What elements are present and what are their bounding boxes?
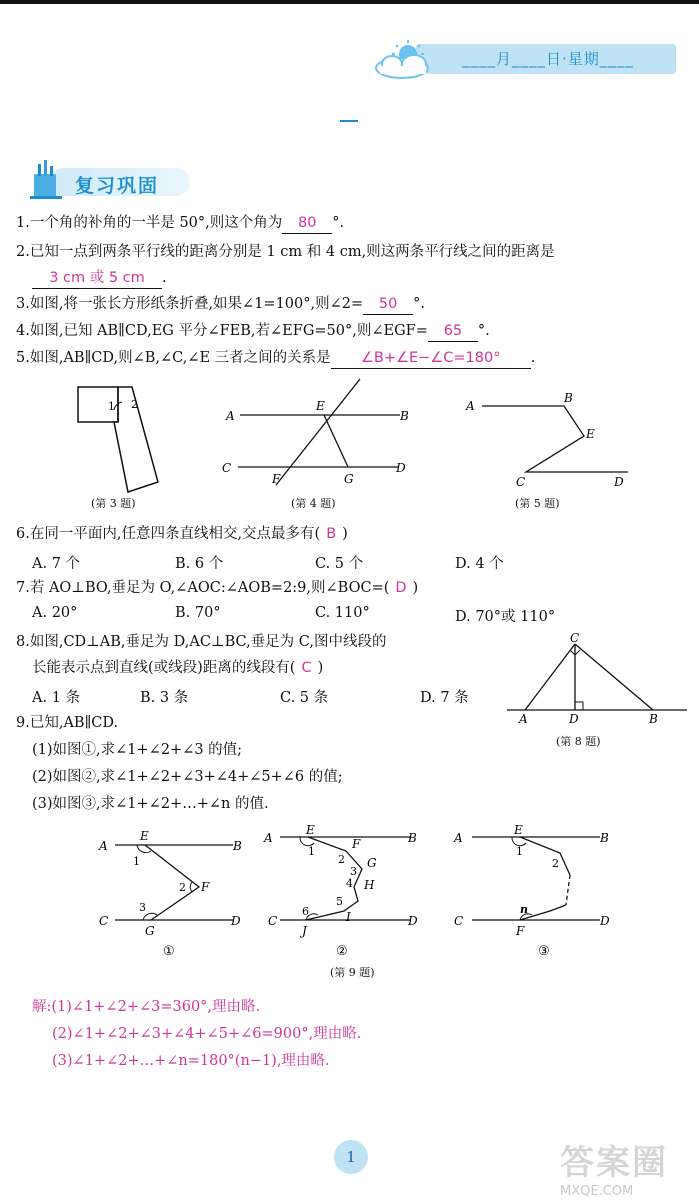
- fig9a-label-3: 3: [139, 901, 146, 914]
- fig8-label-B: B: [649, 712, 658, 725]
- solution-3: (3)∠1+∠2+…+∠n=180°(n−1),理由略.: [52, 1053, 330, 1069]
- fig9a-label-1: 1: [133, 855, 140, 868]
- question-9-sub3: (3)如图③,求∠1+∠2+…+∠n 的值.: [32, 796, 269, 812]
- question-4: 4.如图,已知 AB∥CD,EG 平分∠FEB,若∠EFG=50°,则∠EGF= 65 °.: [16, 321, 490, 342]
- q8-option-d: D. 7 条: [420, 690, 469, 706]
- fig9c-label-F: F: [516, 924, 525, 938]
- fig9c-label-C: C: [454, 914, 464, 928]
- figure-5: [460, 390, 640, 490]
- question-1: 1.一个角的补角的一半是 50°,则这个角为 80 °.: [16, 213, 344, 234]
- fig9a-label-A: A: [99, 839, 108, 853]
- fig9b-label-5: 5: [336, 895, 343, 908]
- figure-3: [70, 380, 170, 500]
- question-6: 6.在同一平面内,任意四条直线相交,交点最多有( B ): [16, 526, 348, 542]
- answer-4: 65: [428, 321, 478, 342]
- caption-fig5: (第 5 题): [515, 497, 560, 510]
- solution-2: (2)∠1+∠2+∠3+∠4+∠5+∠6=900°,理由略.: [52, 1026, 362, 1042]
- fig9b-label-3: 3: [350, 865, 357, 878]
- fig4-label-A: A: [226, 409, 235, 423]
- caption-fig4: (第 4 题): [291, 497, 336, 510]
- fig8-label-D: D: [569, 712, 579, 725]
- fig9b-label-C: C: [268, 914, 278, 928]
- answer-8: C: [301, 660, 312, 676]
- fig4-label-E: E: [316, 399, 325, 413]
- date-label: ____月____日·星期____: [462, 50, 634, 68]
- q6-option-d: D. 4 个: [455, 556, 504, 572]
- pencil-cup-icon: [20, 160, 70, 202]
- solution-1: 解:(1)∠1+∠2+∠3=360°,理由略.: [32, 999, 261, 1015]
- fig9b-label-1: 1: [308, 845, 315, 858]
- q7-option-a: A. 20°: [32, 605, 78, 621]
- fig9b-label-6: 6: [302, 905, 309, 918]
- fig9c-label-B: B: [600, 831, 609, 845]
- question-9-sub1: (1)如图①,求∠1+∠2+∠3 的值;: [32, 742, 243, 758]
- title-dash: [340, 120, 358, 122]
- fig9b-label-E: E: [306, 825, 315, 837]
- fig9c-label-D: D: [600, 914, 610, 928]
- fig4-label-B: B: [400, 409, 409, 423]
- watermark-url: MXQE.COM: [560, 1184, 634, 1199]
- fig9a-label-E: E: [140, 829, 149, 843]
- q8-option-a: A. 1 条: [32, 690, 81, 706]
- question-7: 7.若 AO⊥BO,垂足为 O,∠AOC:∠AOB=2:9,则∠BOC=( D ): [16, 580, 419, 596]
- answer-3: 50: [363, 294, 413, 315]
- figure-9-3: [450, 825, 620, 960]
- q7-option-d: D. 70°或 110°: [455, 609, 556, 625]
- fig9b-label-4: 4: [346, 877, 353, 890]
- q8-option-b: B. 3 条: [140, 690, 189, 706]
- watermark: [560, 1135, 668, 1199]
- fig4-label-C: C: [222, 461, 232, 475]
- fig9b-label-H: H: [364, 878, 375, 892]
- fig9b-label-J: J: [302, 924, 307, 938]
- fig5-label-C: C: [516, 475, 526, 489]
- fig9a-label-F: F: [201, 880, 210, 894]
- fig9a-marker: ①: [163, 944, 175, 959]
- q8-option-c: C. 5 条: [280, 690, 329, 706]
- fig9b-label-F: F: [352, 837, 361, 851]
- q6-option-b: B. 6 个: [175, 556, 224, 572]
- fig5-label-A: A: [466, 399, 475, 413]
- question-2: 2.已知一点到两条平行线的距离分别是 1 cm 和 4 cm,则这两条平行线之间的距离是: [16, 244, 555, 260]
- fig8-label-A: A: [519, 712, 528, 725]
- page-header: [372, 40, 682, 80]
- fig9a-label-D: D: [231, 914, 241, 928]
- fig9c-label-2: 2: [552, 857, 559, 870]
- fig9c-label-A: A: [454, 831, 463, 845]
- question-9-title: 9.已知,AB∥CD.: [16, 715, 119, 731]
- fig9b-label-G: G: [367, 856, 377, 870]
- figure-9-2: [262, 825, 422, 960]
- fig9c-marker: ③: [538, 944, 550, 959]
- q7-option-b: B. 70°: [175, 605, 221, 621]
- fig9a-label-B: B: [233, 839, 242, 853]
- question-8-line1: 8.如图,CD⊥AB,垂足为 D,AC⊥BC,垂足为 C,图中线段的: [16, 634, 387, 650]
- fig9b-label-D: D: [408, 914, 418, 928]
- figure-8: [505, 630, 690, 725]
- fig5-label-D: D: [614, 475, 624, 489]
- fig3-label-2: 2: [131, 398, 138, 411]
- fig9c-label-E: E: [514, 825, 523, 837]
- question-9-sub2: (2)如图②,求∠1+∠2+∠3+∠4+∠5+∠6 的值;: [32, 769, 343, 785]
- question-2-answer-line: 3 cm 或 5 cm .: [32, 268, 167, 289]
- question-5: 5.如图,AB∥CD,则∠B,∠C,∠E 三者之间的关系是 ∠B+∠E−∠C=180° .: [16, 348, 535, 369]
- fig8-label-C: C: [570, 631, 580, 645]
- fig9b-label-A: A: [264, 831, 273, 845]
- question-3: 3.如图,将一张长方形纸条折叠,如果∠1=100°,则∠2= 50 °.: [16, 294, 425, 315]
- fig5-label-E: E: [586, 427, 595, 441]
- fig9a-label-2: 2: [179, 881, 186, 894]
- answer-6: B: [326, 526, 337, 542]
- watermark-logo: 答案圈: [560, 1143, 668, 1183]
- fig9c-label-n: n: [520, 903, 528, 916]
- fig3-label-1: 1: [108, 400, 115, 413]
- caption-fig9: (第 9 题): [330, 966, 375, 979]
- fig9a-label-C: C: [99, 914, 109, 928]
- fig5-label-B: B: [564, 391, 573, 405]
- sun-cloud-icon: [372, 40, 442, 82]
- answer-2: 3 cm 或 5 cm: [32, 268, 162, 289]
- answer-1: 80: [282, 213, 332, 234]
- fig4-label-F: F: [272, 472, 281, 486]
- top-border: [0, 0, 699, 4]
- answer-7: D: [395, 580, 407, 596]
- figure-9-1: [95, 825, 255, 960]
- q7-option-c: C. 110°: [315, 605, 370, 621]
- fig9b-label-2: 2: [338, 853, 345, 866]
- section-title: 复习巩固: [75, 175, 160, 197]
- fig9b-label-B: B: [408, 831, 417, 845]
- fig9b-marker: ②: [336, 944, 348, 959]
- fig4-label-G: G: [344, 472, 354, 486]
- caption-fig8: (第 8 题): [556, 735, 601, 748]
- page-number: 1: [334, 1140, 368, 1174]
- answer-5: ∠B+∠E−∠C=180°: [331, 348, 531, 369]
- fig9a-label-G: G: [145, 924, 155, 938]
- q6-option-c: C. 5 个: [315, 556, 364, 572]
- caption-fig3: (第 3 题): [91, 497, 136, 510]
- fig9b-label-I: I: [346, 910, 351, 924]
- fig4-label-D: D: [396, 461, 406, 475]
- fig9c-label-1: 1: [516, 845, 523, 858]
- section-header: [20, 160, 180, 200]
- q6-option-a: A. 7 个: [32, 556, 81, 572]
- question-8-line2: 长能表示点到直线(或线段)距离的线段有( C ): [32, 660, 324, 676]
- figure-4: [220, 375, 420, 490]
